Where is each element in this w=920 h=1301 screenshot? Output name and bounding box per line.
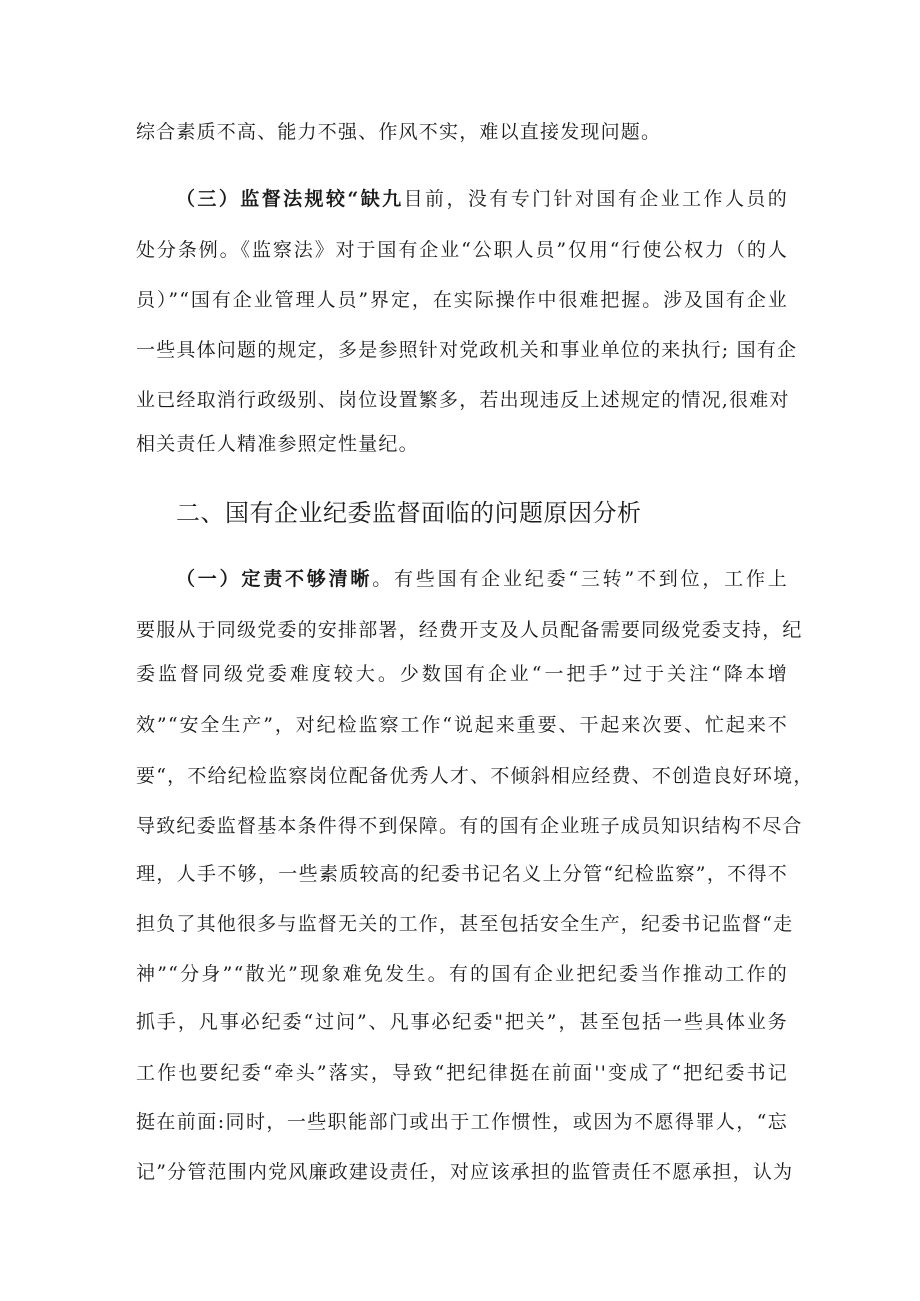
- subsection-lead: （三）监督法规较“缺九: [176, 188, 404, 210]
- paragraph-line: 委监督同级党委难度较大。少数国有企业“一把手”过于关注“降本增: [136, 663, 788, 685]
- paragraph-text: 。有些国有企业纪委“三转”不到位，工作上: [372, 568, 788, 590]
- paragraph-line: 综合素质不高、能力不强、作风不实，难以直接发现问题。: [136, 121, 662, 143]
- paragraph-line: 要服从于同级党委的安排部署，经费开支及人员配备需要同级党委支持，纪: [136, 619, 803, 641]
- paragraph-line: 效”“安全生产”，对纪检监察工作“说起来重要、干起来次要、忙起来不: [136, 714, 788, 736]
- paragraph-line: 一些具体问题的规定，多是参照针对党政机关和事业单位的来执行; 国有企: [136, 339, 798, 361]
- paragraph-text: 目前，没有专门针对国有企业工作人员的: [403, 188, 788, 210]
- paragraph-first-line: [176, 187, 788, 211]
- paragraph-line: 业已经取消行政级别、岗位设置繁多，若出现违反上述规定的情况,很难对: [136, 389, 790, 411]
- paragraph-line: 神”“分身”“散光”现象难免发生。有的国有企业把纪委当作推动工作的: [136, 963, 788, 985]
- paragraph-line: 处分条例。《监察法》对于国有企业“公职人员”仅用“行使公权力（的人: [136, 239, 788, 261]
- paragraph-line: 记”分管范围内党风廉政建设责任，对应该承担的监管责任不愿承担，认为: [136, 1161, 794, 1183]
- paragraph-line: 相关责任人精准参照定性量纪。: [136, 433, 419, 455]
- paragraph-line: 挺在前面:同时，一些职能部门或出于工作惯性，或因为不愿得罪人，“忘: [136, 1111, 788, 1133]
- paragraph-line: 抓手，凡事必纪委“过问”、凡事必纪委"把关”，甚至包括一些具体业务: [136, 1011, 788, 1033]
- paragraph-line: 导致纪委监督基本条件得不到保障。有的国有企业班子成员知识结构不尽合: [136, 815, 803, 837]
- paragraph-line: 员）”“国有企业管理人员”界定，在实际操作中很难把握。涉及国有企业: [136, 289, 788, 311]
- paragraph-first-line: [176, 567, 788, 591]
- subsection-lead: （一）定责不够清晰: [176, 568, 373, 590]
- paragraph-line: 工作也要纪委“牵头”落实，导致“把纪律挺在前面''变成了“把纪委书记: [136, 1062, 788, 1084]
- paragraph-line: 理，人手不够，一些素质较高的纪委书记名义上分管“纪检监察”，不得不: [136, 863, 788, 885]
- paragraph-line: 担负了其他很多与监督无关的工作，甚至包括安全生产，纪委书记监督“走: [136, 913, 794, 935]
- paragraph-line: 要“，不给纪检监察岗位配备优秀人才、不倾斜相应经费、不创造良好环境，: [136, 765, 814, 787]
- section-heading: 二、国有企业纪委监督面临的问题原因分析: [176, 499, 642, 527]
